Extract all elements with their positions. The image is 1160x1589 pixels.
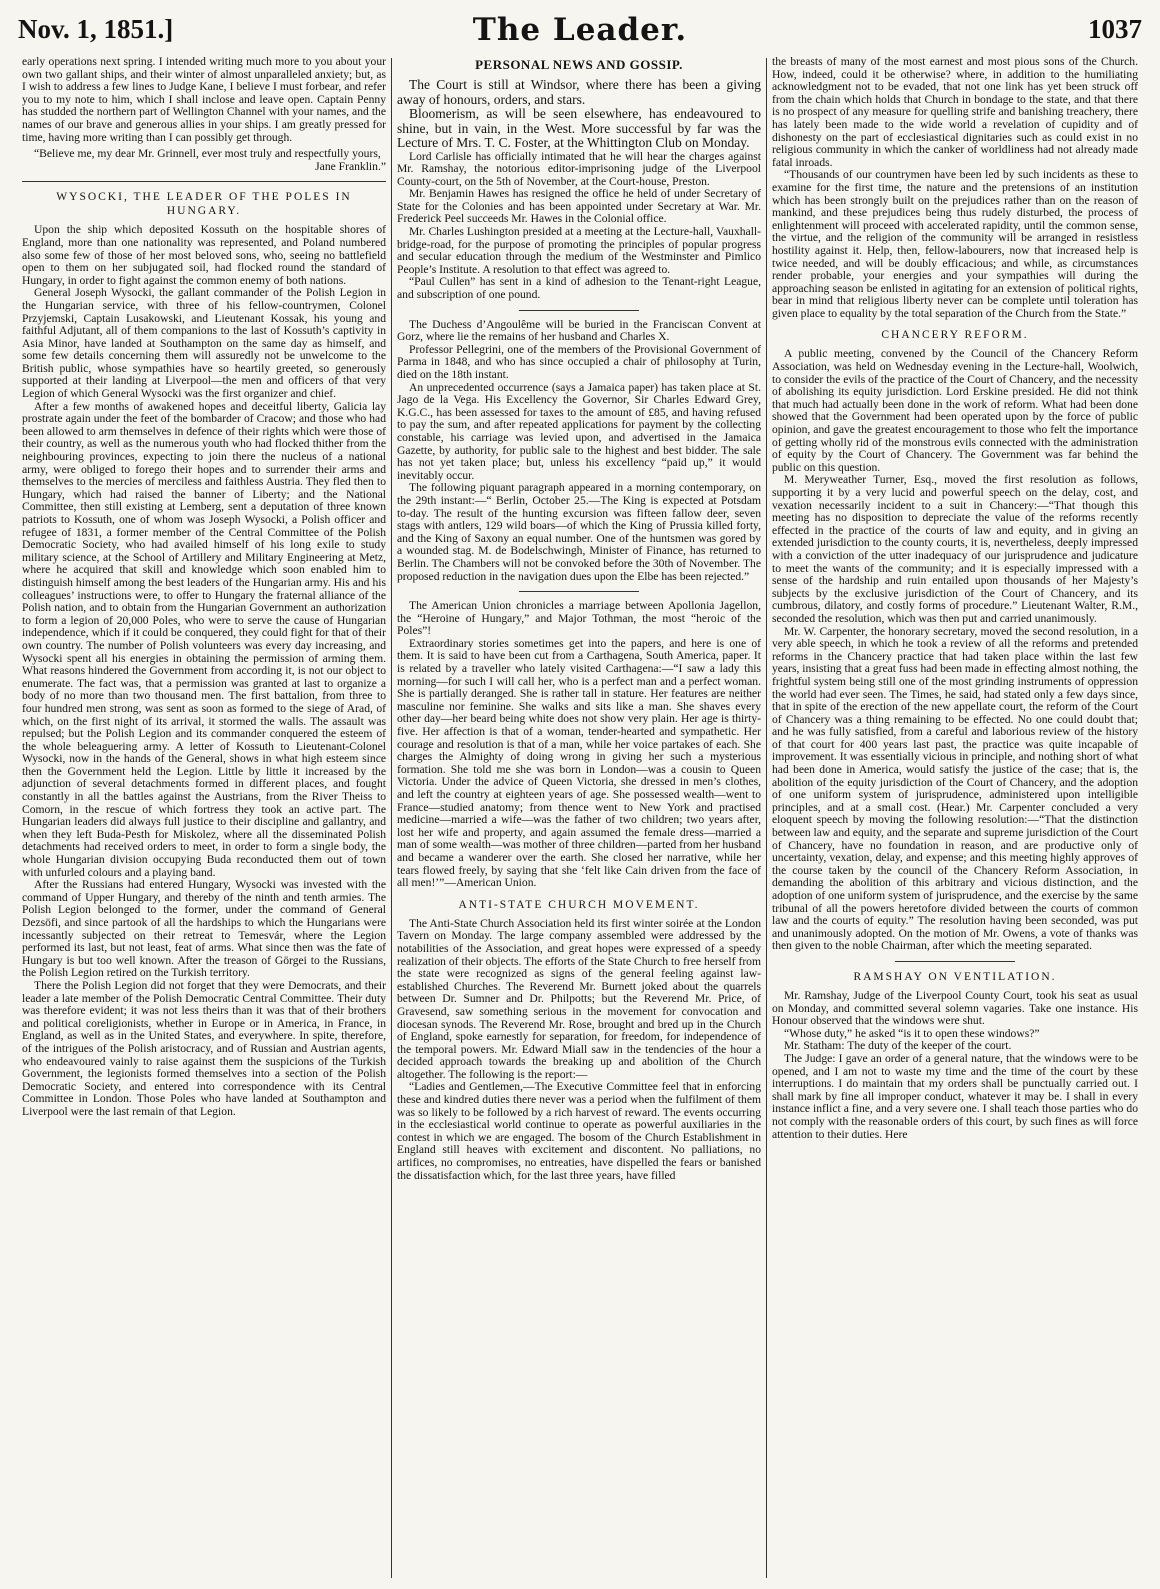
section-divider [519, 591, 639, 592]
paragraph: Mr. Ramshay, Judge of the Liverpool County Court, took his seat as usual on Monday, and committed several solemn vagaries. Take one instance. His Honour observed that the windows were shut. [772, 988, 1138, 1028]
paragraph: “Ladies and Gentlemen,—The Executive Committee feel that in enforcing these and kindred duties there never was a period when the fulfilment of them was so likely to be followed by a rich harvest of reward. The events occurring in the ecclesiastical world continue to operate as powerful auxiliaries in the contest in which we are engaged. The bosom of the Church Establishment in England still heaves with excitement and discontent. No palliations, no artifices, no compromises, no entreaties, have dispelled the fears or banished the dissatisfaction which, for the last three years, have filled [397, 1080, 761, 1182]
article-heading: PERSONAL NEWS AND GOSSIP. [475, 57, 683, 72]
paragraph: Lord Carlisle has officially intimated that he will hear the charges against Mr. Ramshay, the notorious editor-imprisoning judge of the Liverpool County-court, on the 5th of November, at the Court-house, Preston. [397, 149, 761, 188]
paragraph: the breasts of many of the most earnest and most pious sons of the Church. How, indeed, could it be otherwise? where, in addition to the humiliating acknowledgment not to be evaded, that not one link has yet been struck off from the chain which holds that Church in bondage to the state, and that there is no prospect of any measure for quelling strife and banishing treachery, there has lately been made to the wide world a revelation of cupidity and of dishonesty on the part of ecclesiastical dignitaries such as could exist in no religious community in which the canker of worldliness had not already made fatal inroads. [772, 56, 1138, 169]
paragraph: Bloomerism, as will be seen elsewhere, has endeavoured to shine, but in vain, in the West. More successful by far was the Lecture of Mrs. T. C. Foster, at the Whittington Club on Monday. [397, 106, 761, 150]
paragraph: The American Union chronicles a marriage between Apollonia Jagellon, the “Heroine of Hungary,” and Major Tothman, the most “heroic of the Poles”! [397, 599, 761, 638]
issue-date: Nov. 1, 1851.] [18, 14, 174, 44]
paragraph: early operations next spring. I intended writing much more to you about your own two gallant ships, and their winter of almost unparalleled anxiety; but, as I wish to address a few lines to Judge Kane, I believe I must forbear, and refer you to my note to him, which I shall inclose and leave open. Captain Penny has studded the northern part of Wellington Channel with your names, and the names of our brave and generous allies in your ships. I am greatly pressed for time, having more writing than I can possibly get through. [22, 56, 386, 144]
article-heading: CHANCERY REFORM. [881, 329, 1029, 342]
paragraph: Mr. Benjamin Hawes has resigned the office he held of under Secretary of State for the Colonies and has been appointed under Secretary at War. Mr. Frederick Peel succeeds Mr. Hawes in the Colonial office. [397, 187, 761, 226]
column-1 [22, 56, 386, 1582]
paragraph: The Judge: I gave an order of a general nature, that the windows were to be opened, and I am not to waste my time and the time of the court by these interruptions. I do maintain that my orders shall be punctually carried out. I shall mark by fine all improper conduct, whatever it may be. I shall in every instance inflict a fine, and a very severe one. I shall teach those parties who do not comply with the reasonable orders of this court, by such fines as will force attention to their duties. Here [772, 1051, 1138, 1141]
paragraph: An unprecedented occurrence (says a Jamaica paper) has taken place at St. Jago de la Vega. His Excellency the Governor, Sir Charles Edward Grey, K.G.C., has been assessed for taxes to the amount of £85, and having refused to pay the sum, and after repeated applications for payment by the collecting constable, his carriage was levied upon, and advertised in the Jamaica Gazette, by authority, for public sale to the highest and best bidder. The sale has not yet taken place; but, unless his excellency “paid up,” it would inevitably occur. [397, 380, 761, 482]
paragraph: Professor Pellegrini, one of the members of the Provisional Government of Parma in 1848, and who has since occupied a chair of philosophy at Turin, died on the 18th instant. [397, 342, 761, 381]
column-rule [391, 58, 392, 1578]
newspaper-title: The Leader. [472, 12, 688, 48]
paragraph: “Thousands of our countrymen have been led by such incidents as these to examine for the first time, the nature and the pretensions of an institution which has been strongly built on the prejudices rather than on the reason of mankind, and these prejudices being thus rudely disturbed, the process of enlightenment will proceed with accelerated rapidity, until the common sense, the virtue, and the religion of the community will be arranged in resistless hostility against it. Help, then, fellow-labourers, now that increased help is twice needed, and will be doubly efficacious; and while, as circumstances render probable, your energies and your sympathies will during the approaching season be enlisted in agitating for an extension of political rights, bear in mind that religious liberty never can be complete until toleration has given place to equality by the total separation of the Church from the State.” [772, 168, 1138, 320]
paragraph: “Paul Cullen” has sent in a kind of adhesion to the Tenant-right League, and subscription of one pound. [397, 275, 761, 302]
paragraph: A public meeting, convened by the Council of the Chancery Reform Association, was held on Wednesday evening in the Lecture-hall, Woolwich, to consider the evils of the practice of the Court of Chancery, and the necessity of abolishing its equity jurisdiction. Lord Erskine presided. He did not think that much had actually been done in the work of reform. What had been done showed that the Government had been operated upon by the force of public opinion, and gave the greatest encouragement to those who felt the importance of getting wholly rid of the monstrous evils connected with the administration of equity by the Court of Chancery. The Government was far behind the public on this question. [772, 347, 1138, 474]
paragraph: Mr. W. Carpenter, the honorary secretary, moved the second resolution, in a very able speech, in which he took a review of all the reforms and pretended reforms in the Chancery practice that had taken place within the last few years, insisting that a great fuss had been made in effecting almost nothing, the frightful system being still one of the most grinding instruments of oppression the world had ever seen. The Times, he said, had stated only a few days since, that in spite of the erection of the new appellate court, the reform of the Court of Chancery was a thing remaining to be effected. No one could doubt that; and he was fully satisfied, from a careful and laborious review of the history of that court for 400 years last past, the practice was quite incapable of improvement. It was essentially vicious in principle, and nothing short of what had been done in America, would satisfy the justice of the case; that is, the abolition of the equity jurisdiction of the Court of Chancery, and the adoption of one uniform system of jurisprudence, administered upon intelligible principles, and at a small cost. (Hear.) Mr. Carpenter concluded a very eloquent speech by moving the following resolution:—“That the distinction between law and equity, and the separate and supreme jurisdiction of the Court of Chancery, have no foundation in reason, and are productive only of uncertainty, vexation, delay, and expense; and this meeting highly approves of the course taken by the council of the Chancery Reform Association, in demanding the abolition of this arbitrary and vicious distinction, and the adoption of one uniform system of jurisprudence, and the exercise by the same tribunal of all the powers heretofore divided between the courts of common law and the courts of equity.” The resolution having been seconded, was put and unanimously adopted. On the motion of Mr. Owens, a vote of thanks was then given to the noble Chairman, after which the meeting separated. [772, 624, 1138, 953]
column-3 [772, 56, 1138, 1582]
section-divider [22, 181, 386, 182]
signature: Jane Franklin.” [315, 159, 386, 173]
article-heading: ANTI-STATE CHURCH MOVEMENT. [458, 898, 700, 911]
paragraph: There the Polish Legion did not forget that they were Democrats, and their leader a late member of the Polish Democratic Central Committee. Their duty was therefore evident; it was not less theirs than it was that of their brothers and political coreligionists, whether in Europe or in America, in France, in England, as well as in the United States, and everywhere. In spite, therefore, of the intrigues of the Polish aristocracy, and of Russian and Austrian agents, who endeavoured vainly to raise against them the suspicions of the Turkish Government, the legionists formed themselves into a section of the Polish Democratic Society, and entered into correspondence with its Central Committee in London. Those Poles who have landed at Southampton and Liverpool were the last remain of that Legion. [22, 978, 386, 1118]
paragraph: General Joseph Wysocki, the gallant commander of the Polish Legion in the Hungarian service, with three of his fellow-countrymen, Colonel Przyjemski, Captain Lusakowski, and Lieutenant Kossak, his young and faithful Adjutant, all of them companions to the last of Kossuth’s captivity in Asia Minor, have landed at Southampton on the same day as himself, and some few details concerning them will assuredly not be unwelcome to the British public, whose sympathies have so heartily greeted, so generously supported at their landing at Liverpool—the men and officers of that very Legion of which General Wysocki was the first organizer and chief. [22, 286, 386, 401]
paragraph: The Court is still at Windsor, where there has been a giving away of honours, orders, and stars. [397, 77, 761, 107]
article-heading: WYSOCKI, THE LEADER OF THE POLES IN HUNGARY. [56, 191, 352, 218]
paragraph: “Believe me, my dear Mr. Grinnell, ever most truly and respectfully yours, [34, 147, 381, 161]
paragraph: Mr. Statham: The duty of the keeper of the court. [784, 1039, 1012, 1053]
paragraph: After a few months of awakened hopes and deceitful liberty, Galicia lay prostrate again under the feet of the bombarder of Cracow; and those who had been allowed to arm themselves in defence of their rights which were those of their country, as well as the numerous youth who had flocked thither from the neighbouring provinces, expecting to join there the nucleus of a national army, were obliged to forego their hopes and to surrender their arms and themselves to the mercies of merciless and faithless Austria. They fled then to Hungary, which had raised the banner of Liberty; and the National Committee, then still existing at Lemberg, sent a deputation of three known patriots to Kossuth, one of whom was Joseph Wysocki, a Polish officer and refugee of 1831, a former member of the Central Committee of the Polish Democratic Society, who had availed himself of his long exile to study military science, at the School of Artillery and Military Engineering at Metz, where he acquired that skill and knowledge which soon enabled him to distinguish himself among the best leaders of the Hungarian army. His and his colleagues’ instructions were, to offer to Hungary the fraternal alliance of the Polish nation, and to obtain from the Hungarian Government an authorization to form a legion of 20,000 Poles, who were to serve the cause of Hungarian independence, which if it could be conquered, they could fight for that of their own country. The number of Polish volunteers was every day increasing, and Wysocki spent all his energies in obtaining the permission of arming them. What reasons hindered the Government from according it, is not our object to enumerate. The fact was, that a permission was granted at last to organize a body of no more than two thousand men. The first battalion, from three to four hundred men strong, was sent as soon as formed to the siege of Arad, of which, on the first night of its arrival, it stormed the walls. The assault was repulsed; but the Polish Legion and its commander conquered the esteem of the whole beleaguering army. A letter of Kossuth to Lieutenant-Colonel Wysocki, now in the hands of the General, shows in what high esteem since then the Government held the Legion. Little by little it increased by the adjunction of several detachments formed in different places, and fought constantly in all the battles against the Austrians, from the River Theiss to Comorn, in the rescue of which fortress they took an active part. The Hungarian leaders did always full justice to their discipline and gallantry, and when they left Buda-Pesth for Miskolez, where all the disseminated Polish detachments had received orders to meet, in order to form a single body, the whole Hungarian division occupying Buda reconducted them out of town with unfurled colours and a playing band. [22, 399, 386, 879]
section-divider [895, 961, 1015, 962]
paragraph: The following piquant paragraph appeared in a morning contemporary, on the 29th instant:—“ Berlin, October 25.—The King is expected at Potsdam to-day. The result of the hunting excursion was fifteen fallow deer, seven stags with antlers, 129 wild boars—of which the King of Prussia killed forty, and the King of Saxony an equal number. One of the huntsmen was gored by a wounded stag. M. de Bodelschwingh, Minister of Finance, has returned to Berlin. The Chambers will not be convoked before the 30th of November. The proposed reduction in the navigation dues upon the Elbe has been rejected.” [397, 481, 761, 583]
column-2 [397, 56, 761, 1582]
section-divider [519, 310, 639, 311]
paragraph: M. Meryweather Turner, Esq., moved the first resolution as follows, supporting it by a very lucid and powerful speech on the delay, cost, and vexation necessarily incident to a suit in Chancery:—“That though this meeting has no disposition to depreciate the value of the reforms recently effected in the practice of the courts of law and equity, and in giving an extended jurisdiction to the county courts, it is, nevertheless, deeply impressed with a conviction of the utter inadequacy of our jurisprudence and judicature to meet the wants of the community; and it is especially impressed with a sense of the hardship and ruin entailed upon thousands of her Majesty’s subjects by the exclusive jurisdiction of the Court of Chancery, and its cumbrous, dilatory, and costly forms of procedure.” Lieutenant Walter, R.M., seconded the resolution, which was then put and carried unanimously. [772, 473, 1138, 625]
paragraph: The Duchess d’Angoulême will be buried in the Franciscan Convent at Gorz, where lie the remains of her husband and Charles X. [397, 317, 761, 344]
paragraph: “Whose duty,” he asked “is it to open these windows?” [784, 1026, 1040, 1040]
paragraph: Mr. Charles Lushington presided at a meeting at the Lecture-hall, Vauxhall-bridge-road, for the purpose of promoting the principles of popular progress and secular education through the medium of the Westminster and Pimlico People’s Institute. A resolution to that effect was agreed to. [397, 225, 761, 276]
article-heading: RAMSHAY ON VENTILATION. [853, 970, 1057, 983]
paragraph: Extraordinary stories sometimes get into the papers, and here is one of them. It is said to have been cut from a Carthagena, South America, paper. It is related by a traveller who lately visited Carthagena:—“I saw a lady this morning—for such I will call her, who is a perfect man and a perfect woman. She is partially deranged. She is rather tall in stature. Her features are neither masculine nor feminine. She walks and sits like a man. She shaves every other day—her beard being white does not show very plain. Her age is thirty-five. Her affection is that of a woman, tender-hearted and sympathetic. Her courage and resolution is that of a man, while her voice partakes of each. She charges the Almighty of doing wrong in giving her such a mysterious formation. She told me she was born in London—was a cousin to Queen Victoria. Under the advice of Queen Victoria, she dressed in men’s clothes, and left the country at eighteen years of age. She possessed wealth—went to France—studied anatomy; from thence went to New York and practised medicine—married a wife—was the father of two children; two years after, lost her wife and property, and again assumed the female dress—married a man of some wealth—was mother of three children—parted from her husband and became a wanderer over the earth. She closed her narrative, while her tears flowed freely, by saying that she ‘felt like Cain driven from the face of all men!’”—American Union. [397, 636, 761, 890]
column-rule [766, 58, 767, 1578]
page-number: 1037 [1088, 14, 1142, 44]
paragraph: Upon the ship which deposited Kossuth on the hospitable shores of England, more than one nationality was represented, and Poland numbered also some few of those of her most beloved sons, who, seeing no battlefield open to them on her subjugated soil, had flocked round the standard of Hungary, in order to fight against the common enemy of both nations. [22, 223, 386, 287]
paragraph: After the Russians had entered Hungary, Wysocki was invested with the command of Upper Hungary, and thereby of the ninth and tenth armies. The Polish Legion belonged to the former, under the command of General Dezsöfi, and since partook of all the hardships to which the Hungarians were incessantly subjected on their retreat to Temesvár, where the Legion performed its last, but not least, feat of arms. What since then was the fate of Hungary is but too well known. After the treason of Görgei to the Russians, the Polish Legion retired on the Turkish territory. [22, 878, 386, 980]
masthead [18, 14, 1142, 52]
paragraph: The Anti-State Church Association held its first winter soirée at the London Tavern on Monday. The large company assembled were addressed by the notabilities of the Association, and great hopes were expressed of a speedy realization of their objects. The efforts of the State Church to free herself from the state were recognized as signs of the general feeling against law-established Churches. The Reverend Mr. Burnett joked about the quarrels between Dr. Sumner and Dr. Philpotts; but the Reverend Mr. Price, of Gravesend, saw something serious in the movement for convocation and diocesan synods. The Reverend Mr. Rose, brought and bred up in the Church of England, spoke earnestly for separation, for freedom, for independence of the temporal powers. Mr. Edward Miall saw in the tendencies of the hour a decided approach towards the breaking up and abolition of the Church altogether. The following is the report:— [397, 916, 761, 1081]
